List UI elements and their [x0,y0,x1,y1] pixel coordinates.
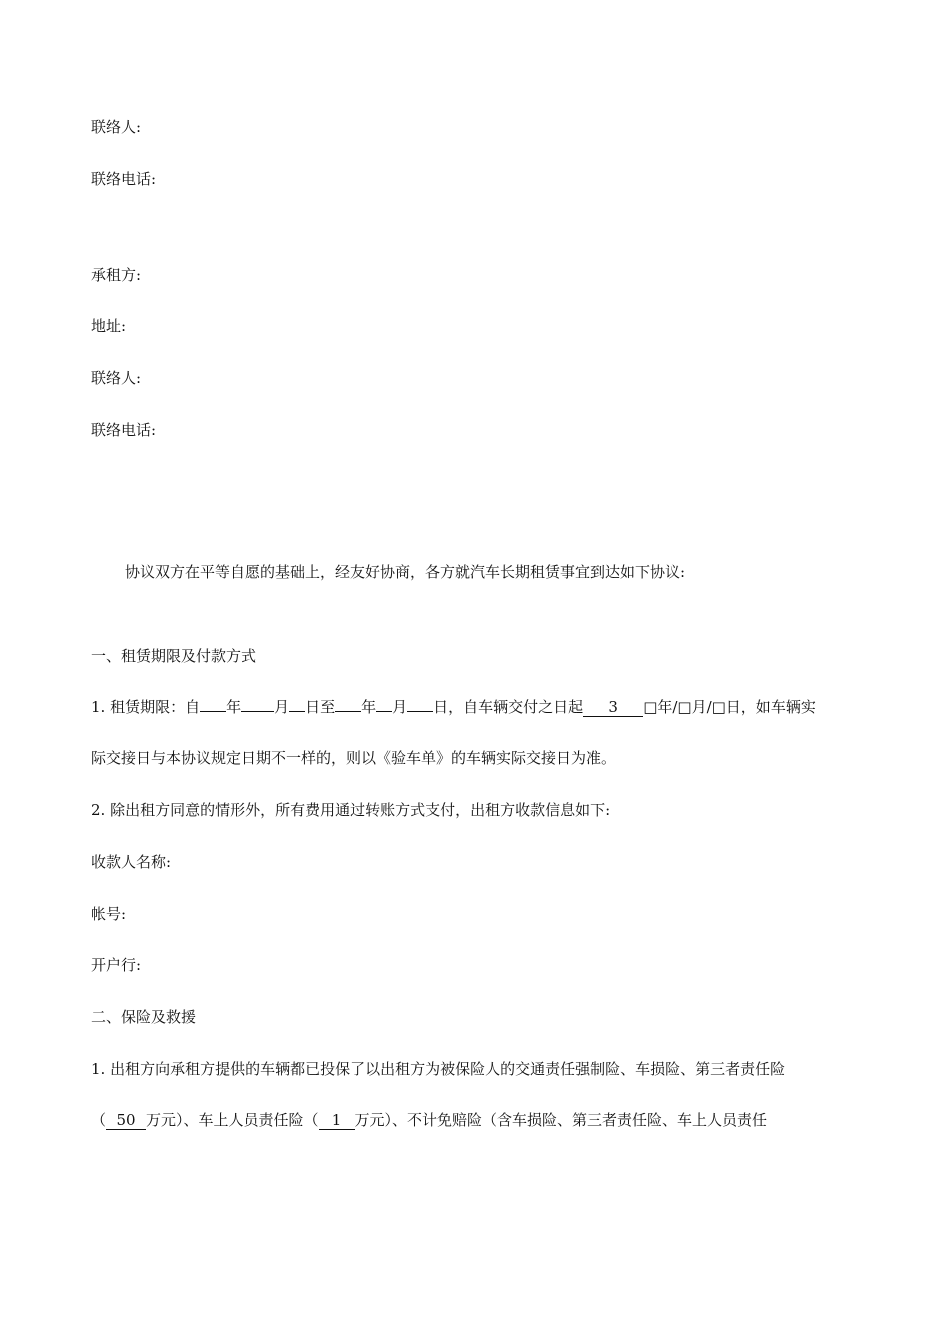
insurance-line2-mid: 万元）、车上人员责任险（ [146,1111,319,1129]
third-party-amount: 50 [106,1112,146,1130]
end-month-blank [376,711,392,712]
account-number-label: 帐号: [91,905,127,923]
end-month-unit: 月 [392,698,408,716]
payee-name-label: 收款人名称: [91,853,172,871]
insurance-item-line2 [91,1110,767,1130]
section1-heading: 一、租赁期限及付款方式 [91,647,257,665]
insurance-paren-open: （ [91,1111,107,1129]
insurance-item-line1: 1. 出租方向承租方提供的车辆都已投保了以出租方为被保险人的交通责任强制险、车损险、第三者责任险 [91,1060,786,1078]
bank-label: 开户行: [91,956,142,974]
lessee-party-label: 承租方: [91,266,142,284]
intro-paragraph: 协议双方在平等自愿的基础上，经友好协商，各方就汽车长期租赁事宜到达如下协议: [125,563,686,581]
lessor-phone-label: 联络电话: [91,170,157,188]
start-year-unit: 年 [226,698,242,716]
start-month-unit: 月 [274,698,290,716]
lessee-address-label: 地址: [91,317,127,335]
lessee-contact-label: 联络人: [91,369,142,387]
start-day-blank [289,711,305,712]
insurance-line2-end: 万元）、不计免赔险（含车损险、第三者责任险、车上人员责任 [354,1111,768,1129]
end-year-unit: 年 [361,698,377,716]
start-year-blank [200,711,226,712]
end-day-unit: 日，自车辆交付之日起 [433,698,584,716]
term-units: □年/□月/□日，如车辆实 [643,698,816,716]
lessor-contact-label: 联络人: [91,118,142,136]
lease-term-prefix: 1. 租赁期限：自 [91,698,201,716]
end-day-blank [407,711,433,712]
start-day-unit: 日至 [305,698,336,716]
passenger-amount: 1 [319,1112,355,1130]
lease-term-continuation: 际交接日与本协议规定日期不一样的，则以《验车单》的车辆实际交接日为准。 [91,749,617,767]
lease-term-line [91,697,816,717]
start-month-blank [241,711,274,712]
payment-method-item: 2. 除出租方同意的情形外，所有费用通过转账方式支付，出租方收款信息如下: [91,801,611,819]
end-year-blank [335,711,361,712]
lessee-phone-label: 联络电话: [91,421,157,439]
section2-heading: 二、保险及救援 [91,1008,197,1026]
term-value: 3 [583,699,643,717]
